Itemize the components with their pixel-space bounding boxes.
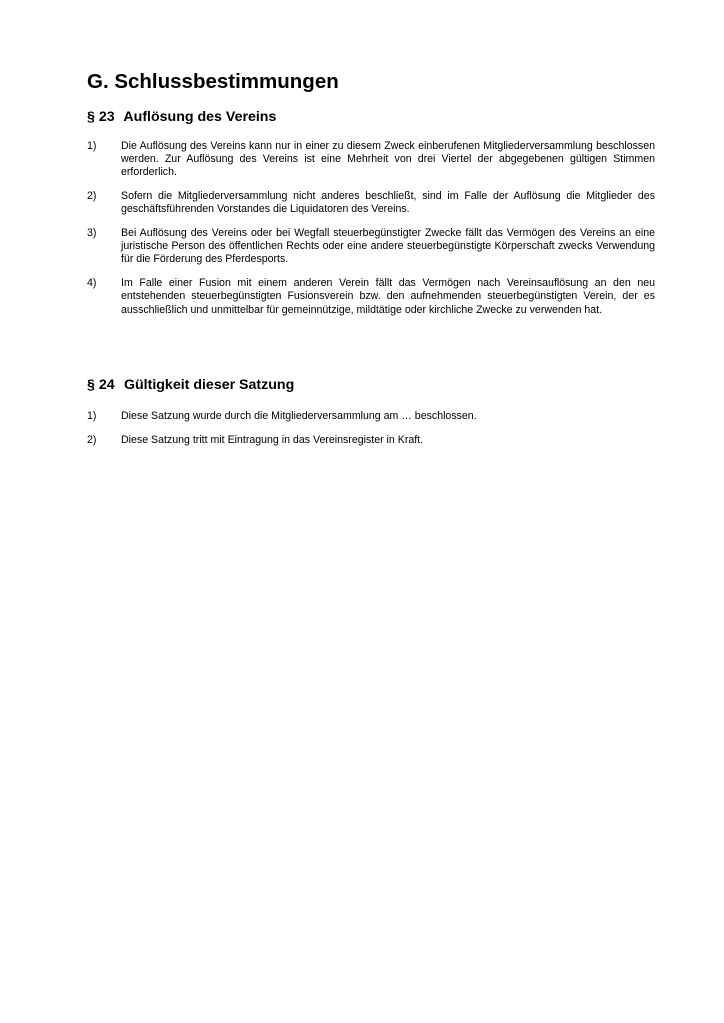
section-title: Auflösung des Vereins [123,109,277,125]
item-text: Im Falle einer Fusion mit einem anderen Verein fällt das Vermögen nach Vereinsauflösung an den neu entstehenden steuerbegünstigten Fusionsverein bzw. den aufnehmenden steuerbegünstigten Verein, der es ausschließlich und unmittelbar für gemeinnützige, mildtätige oder kirchliche Zwecke zu verwenden hat. [121,277,655,316]
item-text: Diese Satzung wurde durch die Mitgliederversammlung am … beschlossen. [121,410,477,422]
section-24-items [87,410,655,457]
item-text: Die Auflösung des Vereins kann nur in einer zu diesem Zweck einberufenen Mitgliederversammlung beschlossen werden. Zur Auflösung des Vereins ist eine Mehrheit von drei Viertel der abgegebenen gültigen Stimmen erforderlich. [121,140,655,179]
item-number: 4) [87,277,97,290]
section-number: § 23 [87,109,115,125]
list-item [87,277,655,317]
section-heading-23 [87,109,276,125]
section-title: Gültigkeit dieser Satzung [123,377,295,393]
section-heading-24 [87,377,294,393]
item-number: 1) [87,140,97,152]
section-number: § 24 [87,377,115,393]
item-number: 2) [87,190,97,203]
list-item [87,227,655,267]
item-number: 1) [87,410,97,422]
item-number: 3) [87,227,97,240]
list-item [87,434,655,447]
list-item [87,190,655,216]
item-text: Diese Satzung tritt mit Eintragung in das Vereinsregister in Kraft. [121,433,424,446]
section-23-items [87,140,655,327]
chapter-title: G. Schlussbestimmungen [87,70,339,93]
list-item [87,410,655,423]
list-item [87,140,655,180]
item-number: 2) [87,433,97,446]
item-text: Sofern die Mitgliederversammlung nicht anderes beschließt, sind im Falle der Auflösung die Mitglieder des geschäftsführenden Vorstandes die Liquidatoren des Vereins. [121,190,655,216]
item-text: Bei Auflösung des Vereins oder bei Wegfall steuerbegünstigter Zwecke fällt das Vermögen des Vereins an eine juristische Person des öffentlichen Rechts oder eine andere steuerbegünstigte Körperschaft zwecks Verwendung für die Förderung des Pferdesports. [121,227,655,266]
